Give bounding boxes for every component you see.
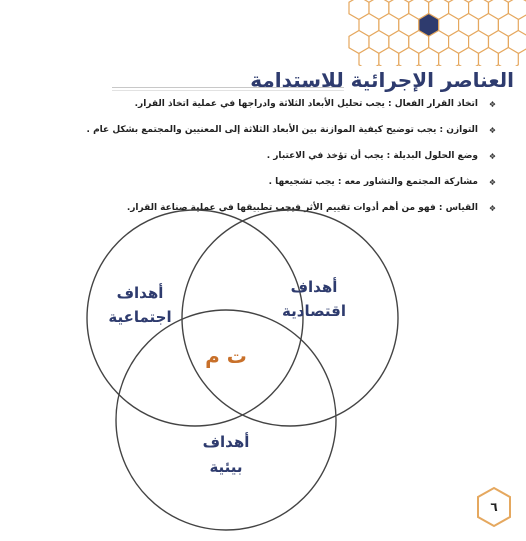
venn-label-social-line1: أهداف	[116, 284, 164, 302]
bullet-text: مشاركة المجتمع والتشاور معه : يجب تشجيعها .	[268, 177, 478, 187]
page-number-badge	[476, 486, 512, 528]
venn-circle-environmental	[116, 310, 336, 530]
bullet-text: اتخاذ القرار الفعال : يجب تحليل الأبعاد الثلاثة وادراجها في عملية اتخاذ القرار.	[134, 99, 478, 109]
venn-label-economic-line1: أهداف	[290, 278, 338, 296]
diamond-bullet-icon: ❖	[488, 100, 496, 109]
bullet-text: وضع الحلول البديلة : يجب أن تؤخذ في الاعتبار .	[266, 151, 478, 161]
diamond-bullet-icon: ❖	[488, 126, 496, 135]
page-number: ٦	[490, 500, 498, 514]
venn-label-social-line2: اجتماعية	[108, 308, 172, 326]
diamond-bullet-icon: ❖	[488, 178, 496, 187]
bullet-text: التوازن : يجب توضيح كيفية الموازنة بين الأبعاد الثلاثة إلى المعنيين والمجتمع بشكل عام .	[86, 125, 478, 135]
venn-label-environmental-line2: بيئية	[209, 458, 243, 476]
page-title: العناصر الإجرائية للاستدامة	[250, 68, 514, 92]
diamond-bullet-icon: ❖	[488, 152, 496, 161]
venn-center-label: ت م	[205, 344, 247, 368]
diamond-bullet-icon: ❖	[488, 204, 496, 213]
venn-label-economic-line2: اقتصادية	[282, 302, 346, 320]
venn-label-environmental-line1: أهداف	[202, 433, 250, 451]
bullet-text: القياس : فهو من أهم أدوات تقييم الأثر فيجب تطبيقها في عملية صناعة القرار.	[126, 203, 478, 213]
